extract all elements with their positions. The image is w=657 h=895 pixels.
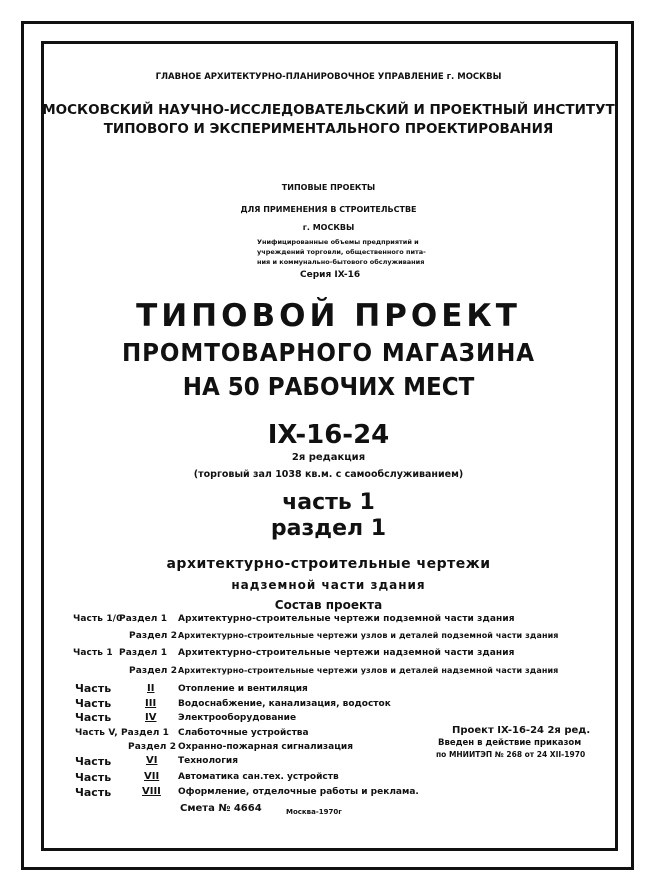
subject-line-1: архитектурно-строительные чертежи [166,556,491,572]
part-number: III [145,698,157,709]
title-line-2: ПРОМТОВАРНОГО МАГАЗИНА [121,338,536,367]
item-text: Охранно-пожарная сигнализация [178,742,353,752]
part-number: VII [144,771,160,782]
section-label: Раздел 2 [129,631,178,641]
hall-info: (торговый зал 1038 кв.м. с самообслуживанием) [193,469,464,480]
part-label: Часть [75,755,112,768]
item-text: Электрооборудование [178,713,297,723]
unification-line-2: учреждений торговли, общественного пита- [257,248,426,256]
note-line-3: по МНИИТЭП № 268 от 24 XII-1970 [436,750,586,759]
part-label: Часть 1 [73,648,113,658]
institute-line-2: ТИПОВОГО И ЭКСПЕРИМЕНТАЛЬНОГО ПРОЕКТИРОВАНИЯ [103,121,554,137]
series-number: Серия IX-16 [300,270,361,280]
institute-line-1: МОСКОВСКИЙ НАУЧНО-ИССЛЕДОВАТЕЛЬСКИЙ И ПРОЕКТНЫЙ ИНСТИТУТ [42,102,615,118]
section-label: Раздел 2 [128,742,177,752]
item-text: Слаботочные устройства [178,728,309,738]
part-label: Часть [75,711,112,724]
contents-title: Состав проекта [274,598,383,612]
title-line-3: НА 50 РАБОЧИХ МЕСТ [182,372,475,401]
unification-line-3: ния и коммунально-бытового обслуживания [257,258,425,266]
note-line-2: Введен в действие приказом [438,738,582,748]
part-label: Часть [75,682,112,695]
item-text: Архитектурно-строительные чертежи узлов и деталей надземной части здания [178,666,559,675]
part-label: Часть V, Раздел 1 [75,728,170,738]
agency-line: ГЛАВНОЕ АРХИТЕКТУРНО-ПЛАНИРОВОЧНОЕ УПРАВЛЕНИЕ г. МОСКВЫ [155,72,502,82]
item-text: Автоматика сан.тех. устройств [178,772,339,782]
subject-line-2: надземной части здания [231,578,426,592]
unification-line-1: Унифицированные объемы предприятий и [257,238,419,246]
part-number: VIII [142,786,161,797]
section-label: Раздел 1 [119,614,168,624]
project-code: IX-16-24 [267,420,390,450]
item-text: Архитектурно-строительные чертежи надземной части здания [178,648,515,658]
item-text: Оформление, отделочные работы и реклама. [178,787,419,797]
item-text: Отопление и вентиляция [178,684,308,694]
item-text: Архитектурно-строительные чертежи узлов и деталей подземной части здания [178,631,559,640]
series-line-1: ТИПОВЫЕ ПРОЕКТЫ [281,183,376,192]
item-text: Архитектурно-строительные чертежи подземной части здания [178,614,515,624]
part-number: VI [146,755,158,766]
note-line-1: Проект IX-16-24 2я ред. [452,725,591,736]
estimate: Смета № 4664 [180,803,262,814]
part-label: Часть [75,786,112,799]
part-label: Часть [75,771,112,784]
section-label: Раздел 1 [119,648,168,658]
item-text: Водоснабжение, канализация, водосток [178,699,391,709]
section-label: Раздел 2 [129,666,178,676]
part-label: Часть 1/0 [73,614,123,624]
title-line-1: ТИПОВОЙ ПРОЕКТ [136,298,521,334]
section-label: раздел 1 [270,516,387,541]
part-label: Часть [75,697,112,710]
city-year: Москва-1970г [286,808,342,816]
edition: 2я редакция [291,452,366,463]
series-line-3: г. МОСКВЫ [302,223,355,232]
part-number: IV [145,712,157,723]
item-text: Технология [178,756,239,766]
series-line-2: ДЛЯ ПРИМЕНЕНИЯ В СТРОИТЕЛЬСТВЕ [240,205,417,214]
part-number: II [147,683,155,694]
part-label: часть 1 [282,490,375,515]
